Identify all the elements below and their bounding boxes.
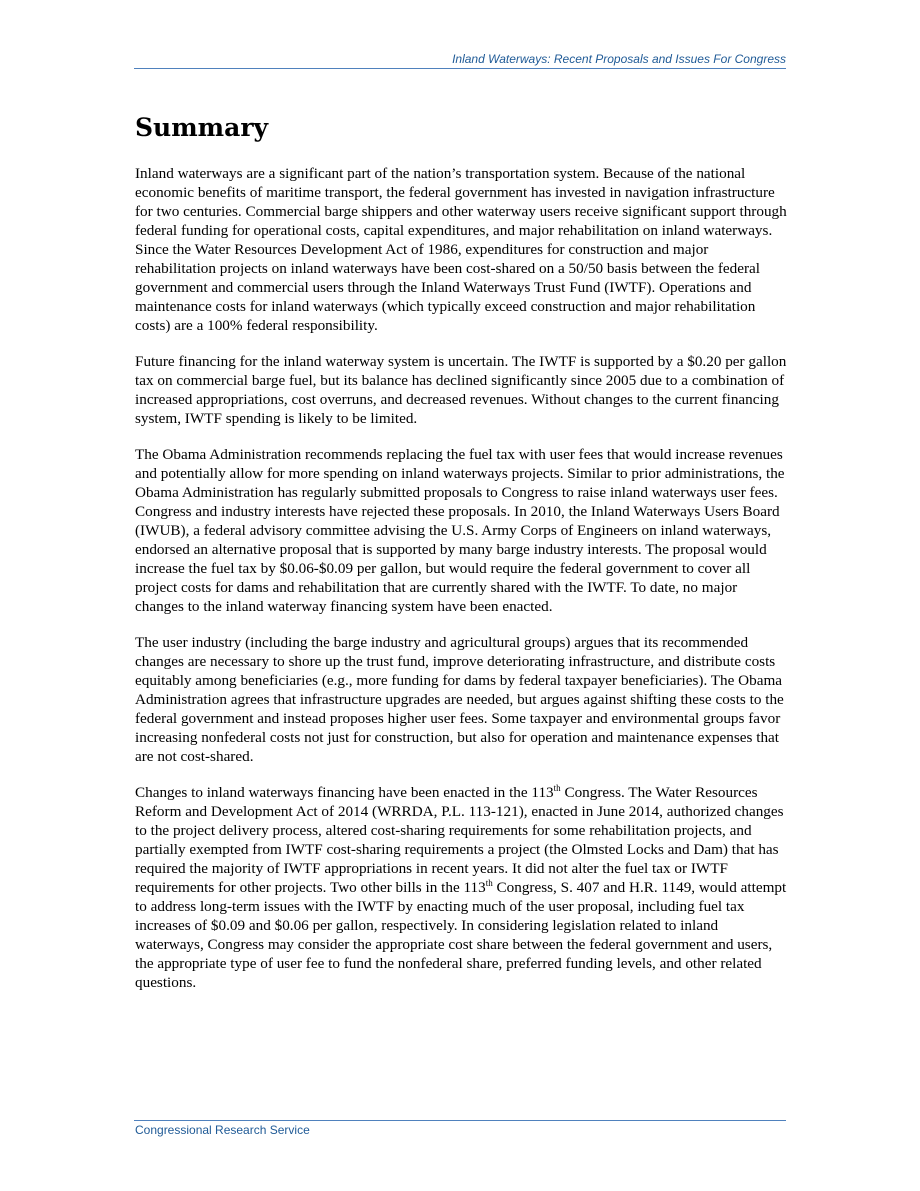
header-divider — [134, 68, 786, 69]
section-title: Summary — [135, 113, 269, 142]
paragraph-text-part: Congress. The Water Resources Reform and Development Act of 2014 (WRRDA, P.L. 113-121), enacted in June 2014, authorized changes to the project delivery process, altered cost-sharing requirements for some rehabilitation projects, and partially exempted from IWTF cost-sharing requirements a project (the Olmsted Locks and Dam) that has required the majority of IWTF appropriations in recent years. It did not alter the fuel tax or IWTF requirements for other projects. Two other bills in the 113 — [135, 784, 784, 896]
paragraph-text-part: Congress, S. 407 and H.R. 1149, would attempt to address long-term issues with the IWTF by enacting much of the user proposal, including fuel tax increases of $0.09 and $0.06 per gallon, respectively. In considering legislation related to inland waterways, Congress may consider the appropriate cost share between the federal government and users, the appropriate type of user fee to fund the nonfederal share, preferred funding levels, and other related questions. — [135, 879, 787, 991]
footer-divider — [134, 1120, 786, 1121]
footer-source: Congressional Research Service — [135, 1123, 310, 1137]
summary-paragraph-5 — [135, 783, 787, 992]
summary-paragraph-4: The user industry (including the barge industry and agricultural groups) argues that its recommended changes are necessary to shore up the trust fund, improve deteriorating infrastructure, and distribute costs equitably among beneficiaries (e.g., more funding for dams by federal taxpayer beneficiaries). The Obama Administration agrees that infrastructure upgrades are needed, but argues against shifting these costs to the federal government and instead proposes higher user fees. Some taxpayer and environmental groups favor increasing nonfederal costs not just for construction, but also for operation and maintenance expenses that are not cost-shared. — [135, 634, 784, 765]
ordinal-superscript: th — [553, 782, 561, 793]
summary-paragraph-1: Inland waterways are a significant part of the nation’s transportation system. Because of the national economic benefits of maritime transport, the federal government has invested in navigation infrastructure for two centuries. Commercial barge shippers and other waterway users receive significant support through federal funding for operational costs, capital expenditures, and major rehabilitation on inland waterways. Since the Water Resources Development Act of 1986, expenditures for construction and major rehabilitation projects on inland waterways have been cost-shared on a 50/50 basis between the federal government and commercial users through the Inland Waterways Trust Fund (IWTF). Operations and maintenance costs for inland waterways (which typically exceed construction and major rehabilitation costs) are a 100% federal responsibility. — [135, 165, 787, 334]
summary-section — [135, 112, 787, 1009]
ordinal-superscript: th — [485, 877, 493, 888]
summary-paragraph-2: Future financing for the inland waterway system is uncertain. The IWTF is supported by a $0.20 per gallon tax on commercial barge fuel, but its balance has declined significantly since 2005 due to a combination of increased appropriations, cost overruns, and decreased revenues. Without changes to the current financing system, IWTF spending is likely to be limited. — [135, 353, 787, 427]
running-header: Inland Waterways: Recent Proposals and Issues For Congress — [452, 52, 786, 66]
paragraph-text-part: Changes to inland waterways financing have been enacted in the 113 — [135, 784, 554, 801]
summary-paragraph-3: The Obama Administration recommends replacing the fuel tax with user fees that would increase revenues and potentially allow for more spending on inland waterways projects. Similar to prior administrations, the Obama Administration has regularly submitted proposals to Congress to raise inland waterways user fees. Congress and industry interests have rejected these proposals. In 2010, the Inland Waterways Users Board (IWUB), a federal advisory committee advising the U.S. Army Corps of Engineers on inland waterways, endorsed an alternative proposal that is supported by many barge industry interests. The proposal would increase the fuel tax by $0.06-$0.09 per gallon, but would require the federal government to cover all project costs for dams and rehabilitation that are currently shared with the IWTF. To date, no major changes to the inland waterway financing system have been enacted. — [135, 446, 785, 615]
